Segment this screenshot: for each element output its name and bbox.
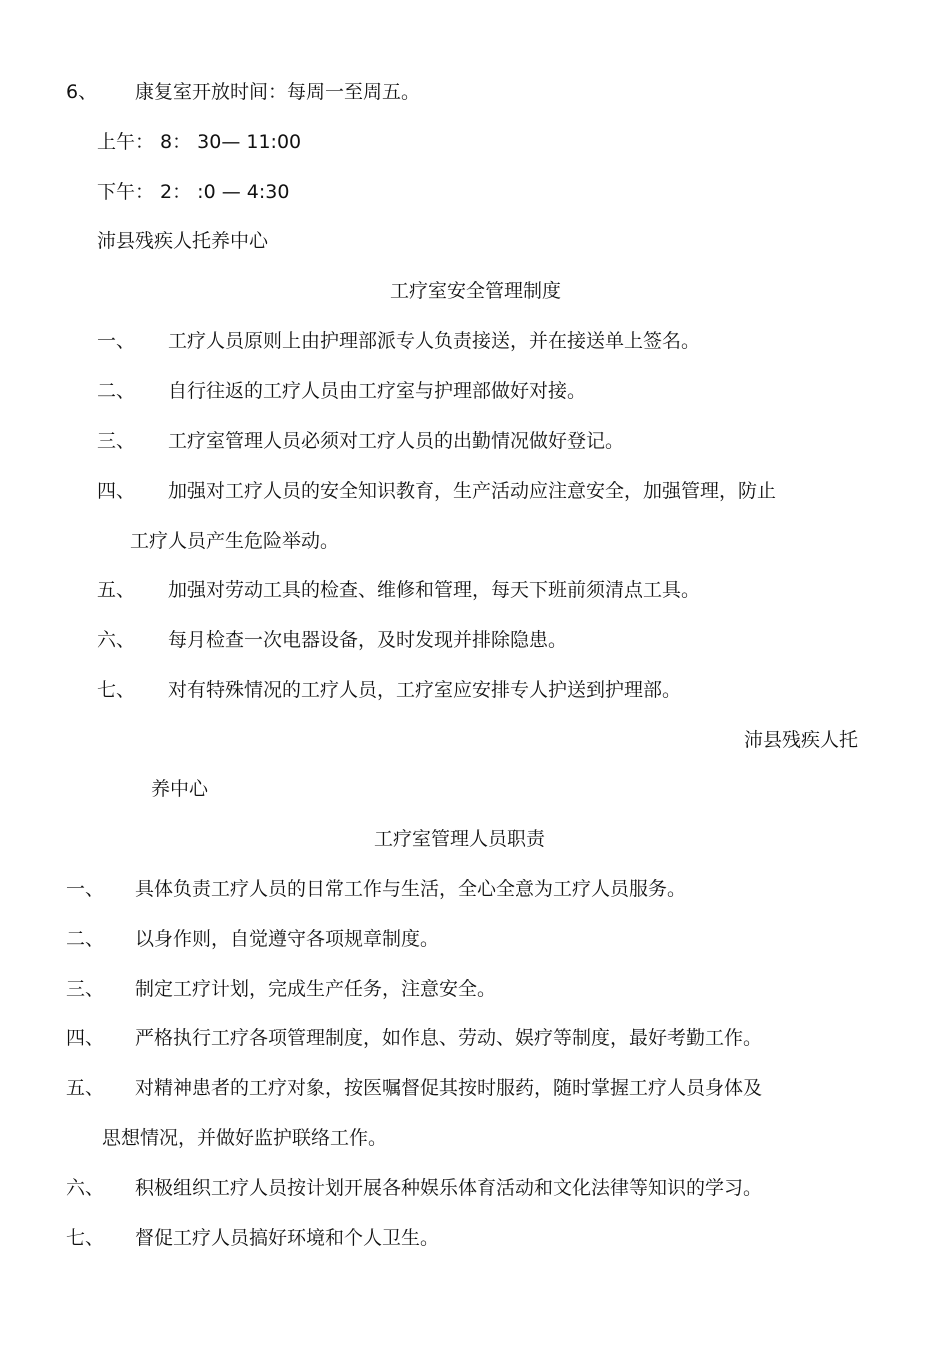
safety-item-text: 工疗室管理人员必须对工疗人员的出勤情况做好登记。: [168, 430, 625, 452]
safety-item-text: 加强对工疗人员的安全知识教育，生产活动应注意安全，加强管理，防止: [168, 480, 777, 502]
safety-item-text: 自行往返的工疗人员由工疗室与护理部做好对接。: [168, 380, 587, 402]
safety-item-text: 每月检查一次电器设备，及时发现并排除隐患。: [168, 629, 568, 651]
safety-title: 工疗室安全管理制度: [390, 280, 562, 302]
safety-item-number: 二、: [97, 380, 136, 402]
duties-item-number: 五、: [66, 1077, 105, 1099]
safety-signature-line1: 沛县残疾人托: [744, 729, 859, 751]
safety-signature-line2: 养中心: [151, 778, 209, 800]
hours-morning: 上午： 8： 30— 11:00: [97, 131, 302, 153]
duties-item-text: 积极组织工疗人员按计划开展各种娱乐体育活动和文化法律等知识的学习。: [135, 1177, 763, 1199]
safety-item-text: 对有特殊情况的工疗人员，工疗室应安排专人护送到护理部。: [168, 679, 682, 701]
duties-item-text: 制定工疗计划，完成生产任务，注意安全。: [135, 978, 497, 1000]
safety-item-number: 六、: [97, 629, 136, 651]
safety-item-text: 工疗人员原则上由护理部派专人负责接送，并在接送单上签名。: [168, 330, 701, 352]
safety-item-number: 七、: [97, 679, 136, 701]
duties-item-text: 具体负责工疗人员的日常工作与生活，全心全意为工疗人员服务。: [135, 878, 687, 900]
duties-item-number: 七、: [66, 1227, 105, 1249]
duties-item-text: 督促工疗人员搞好环境和个人卫生。: [135, 1227, 440, 1249]
hours-item-number: 6、: [66, 81, 98, 103]
duties-title: 工疗室管理人员职责: [374, 828, 546, 850]
safety-item-text: 加强对劳动工具的检查、维修和管理，每天下班前须清点工具。: [168, 579, 701, 601]
duties-item-text: 严格执行工疗各项管理制度，如作息、劳动、娱疗等制度，最好考勤工作。: [135, 1027, 763, 1049]
hours-afternoon: 下午： 2： :0 — 4:30: [97, 181, 290, 203]
duties-item-number: 二、: [66, 928, 105, 950]
safety-item-number: 五、: [97, 579, 136, 601]
hours-signature: 沛县残疾人托养中心: [97, 230, 269, 252]
safety-item-number: 一、: [97, 330, 136, 352]
duties-item-number: 三、: [66, 978, 105, 1000]
hours-item-text: 康复室开放时间：每周一至周五。: [135, 81, 421, 103]
duties-item-text: 对精神患者的工疗对象，按医嘱督促其按时服药，随时掌握工疗人员身体及: [135, 1077, 763, 1099]
duties-item-continuation: 思想情况，并做好监护联络工作。: [102, 1127, 388, 1149]
safety-item-number: 三、: [97, 430, 136, 452]
duties-item-number: 四、: [66, 1027, 105, 1049]
safety-item-continuation: 工疗人员产生危险举动。: [130, 530, 340, 552]
safety-item-number: 四、: [97, 480, 136, 502]
duties-item-number: 六、: [66, 1177, 105, 1199]
duties-item-text: 以身作则，自觉遵守各项规章制度。: [135, 928, 440, 950]
duties-item-number: 一、: [66, 878, 105, 900]
